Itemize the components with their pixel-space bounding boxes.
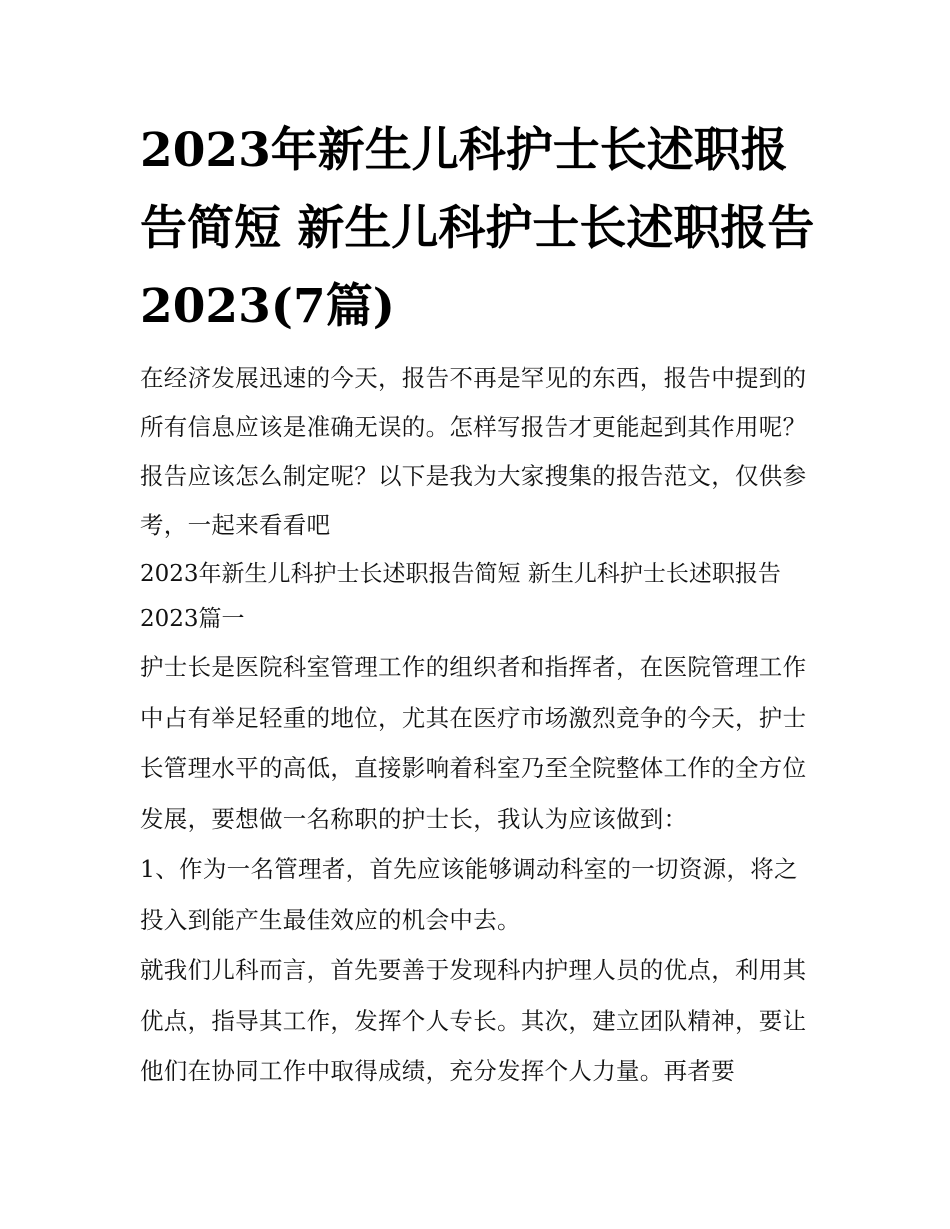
- section-heading: 2023年新生儿科护士长述职报告简短 新生儿科护士长述职报告2023篇一: [140, 561, 781, 632]
- body-paragraph: 护士长是医院科室管理工作的组织者和指挥者，在医院管理工作中占有举足轻重的地位，尤其在医疗市场激烈竞争的今天，护士长管理水平的高低，直接影响着科室乃至全院整体工作的全方位发展，要想做一名称职的护士长，我认为应该做到：: [140, 653, 807, 833]
- body-paragraph: 就我们儿科而言，首先要善于发现科内护理人员的优点，利用其优点，指导其工作，发挥个人专长。其次，建立团队精神，要让他们在协同工作中取得成绩，充分发挥个人力量。再者要: [140, 956, 807, 1085]
- body-paragraph: 1、作为一名管理者，首先应该能够调动科室的一切资源，将之投入到能产生最佳效应的机会中去。: [140, 855, 798, 934]
- intro-paragraph: 在经济发展迅速的今天，报告不再是罕见的东西，报告中提到的所有信息应该是准确无误的。怎样写报告才更能起到其作用呢？报告应该怎么制定呢？以下是我为大家搜集的报告范文，仅供参考，一起来看看吧: [140, 364, 807, 539]
- document-body: [140, 112, 815, 1097]
- document-title: 2023年新生儿科护士长述职报告简短 新生儿科护士长述职报告2023(7篇): [140, 123, 815, 334]
